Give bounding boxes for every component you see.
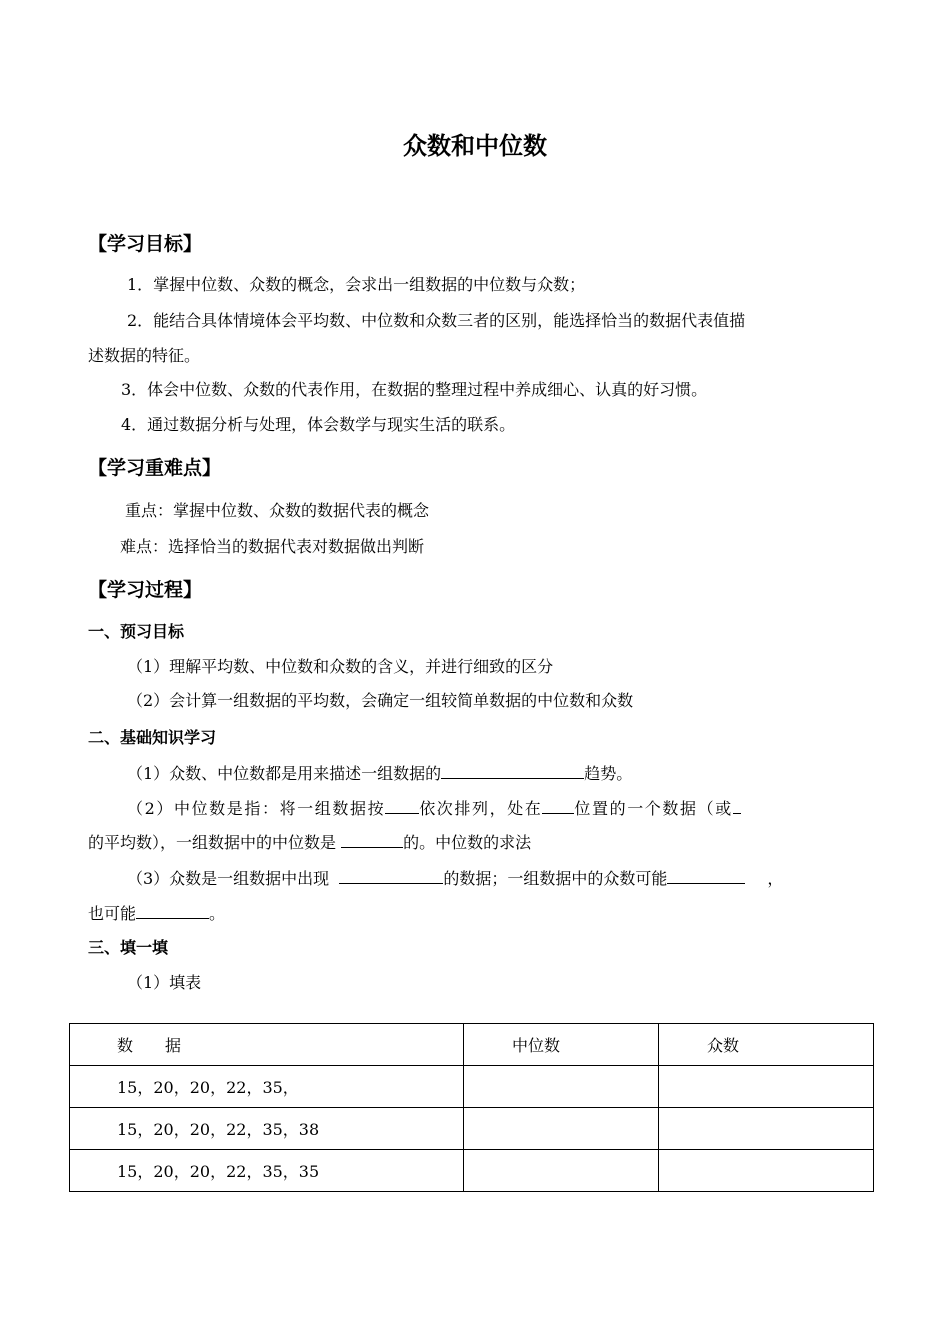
section-3-heading: 三、填一填 [88, 938, 169, 957]
section-2-heading: 二、基础知识学习 [88, 728, 217, 747]
question-1 [127, 762, 632, 785]
fill-in-table [69, 1023, 874, 1192]
key-points-heading: 【学习重难点】 [88, 457, 222, 479]
section-1-item-1: （1）理解平均数、中位数和众数的含义，并进行细致的区分 [127, 657, 554, 676]
question-3-text-a: （3）众数是一组数据中出现 [127, 869, 330, 888]
question-2-blank-1[interactable] [385, 797, 419, 814]
question-2-blank-3[interactable] [733, 797, 741, 814]
table-cell-mode[interactable] [659, 1150, 874, 1192]
table-cell-data: 15，20，20，22，35，38 [70, 1108, 464, 1150]
section-1-heading: 一、预习目标 [88, 622, 185, 641]
table-cell-median[interactable] [464, 1108, 659, 1150]
objective-item-2-line-2: 述数据的特征。 [88, 346, 201, 365]
question-3-continued [88, 902, 225, 925]
question-3-blank-3[interactable] [136, 902, 209, 919]
question-3-blank-1[interactable] [339, 867, 443, 884]
table-cell-mode[interactable] [659, 1066, 874, 1108]
table-cell-data: 15，20，20，22，35，35 [70, 1150, 464, 1192]
header-data: 数 据 [70, 1024, 464, 1066]
question-3-text-e: 。 [209, 904, 226, 923]
page-title: 众数和中位数 [403, 132, 547, 160]
question-2-text-c: 位置的一个数据（或 [574, 799, 733, 818]
table-cell-mode[interactable] [659, 1108, 874, 1150]
question-3-blank-2[interactable] [667, 867, 745, 884]
question-2-blank-4[interactable] [341, 831, 403, 848]
objectives-heading: 【学习目标】 [88, 233, 203, 255]
question-3 [127, 867, 783, 890]
process-heading: 【学习过程】 [88, 579, 203, 601]
question-2-text-e: 的。中位数的求法 [403, 833, 532, 852]
table-row [70, 1150, 874, 1192]
section-3-item-1: （1）填表 [127, 973, 202, 992]
question-3-text-d: 也可能 [88, 904, 137, 923]
objective-item-4: 4．通过数据分析与处理，体会数学与现实生活的联系。 [121, 415, 516, 434]
question-1-text-a: （1）众数、中位数都是用来描述一组数据的 [127, 764, 442, 783]
table-cell-median[interactable] [464, 1150, 659, 1192]
question-2-continued [88, 831, 531, 854]
question-2 [127, 797, 741, 820]
header-mode: 众数 [659, 1024, 874, 1066]
key-point-focus: 重点：掌握中位数、众数的数据代表的概念 [125, 501, 430, 520]
objective-item-2-line-1: 2．能结合具体情境体会平均数、中位数和众数三者的区别，能选择恰当的数据代表值描 [127, 311, 746, 330]
question-2-text-a: （2）中位数是指：将一组数据按 [127, 799, 386, 818]
key-point-difficulty: 难点：选择恰当的数据代表对数据做出判断 [120, 537, 425, 556]
section-1-item-2: （2）会计算一组数据的平均数，会确定一组较简单数据的中位数和众数 [127, 691, 634, 710]
question-2-text-b: 依次排列，处在 [419, 799, 543, 818]
table-row [70, 1066, 874, 1108]
question-2-blank-2[interactable] [542, 797, 574, 814]
question-3-text-c: ， [767, 869, 784, 888]
objective-item-1: 1．掌握中位数、众数的概念，会求出一组数据的中位数与众数； [127, 275, 586, 294]
table-cell-data: 15，20，20，22，35， [70, 1066, 464, 1108]
table-header-row [70, 1024, 874, 1066]
question-3-text-b: 的数据；一组数据中的众数可能 [443, 869, 668, 888]
question-1-blank[interactable] [441, 762, 584, 779]
table-cell-median[interactable] [464, 1066, 659, 1108]
question-2-text-d: 的平均数），一组数据中的中位数是 [88, 833, 337, 852]
header-median: 中位数 [464, 1024, 659, 1066]
table-row [70, 1108, 874, 1150]
question-1-text-b: 趋势。 [584, 764, 633, 783]
objective-item-3: 3．体会中位数、众数的代表作用，在数据的整理过程中养成细心、认真的好习惯。 [121, 380, 708, 399]
